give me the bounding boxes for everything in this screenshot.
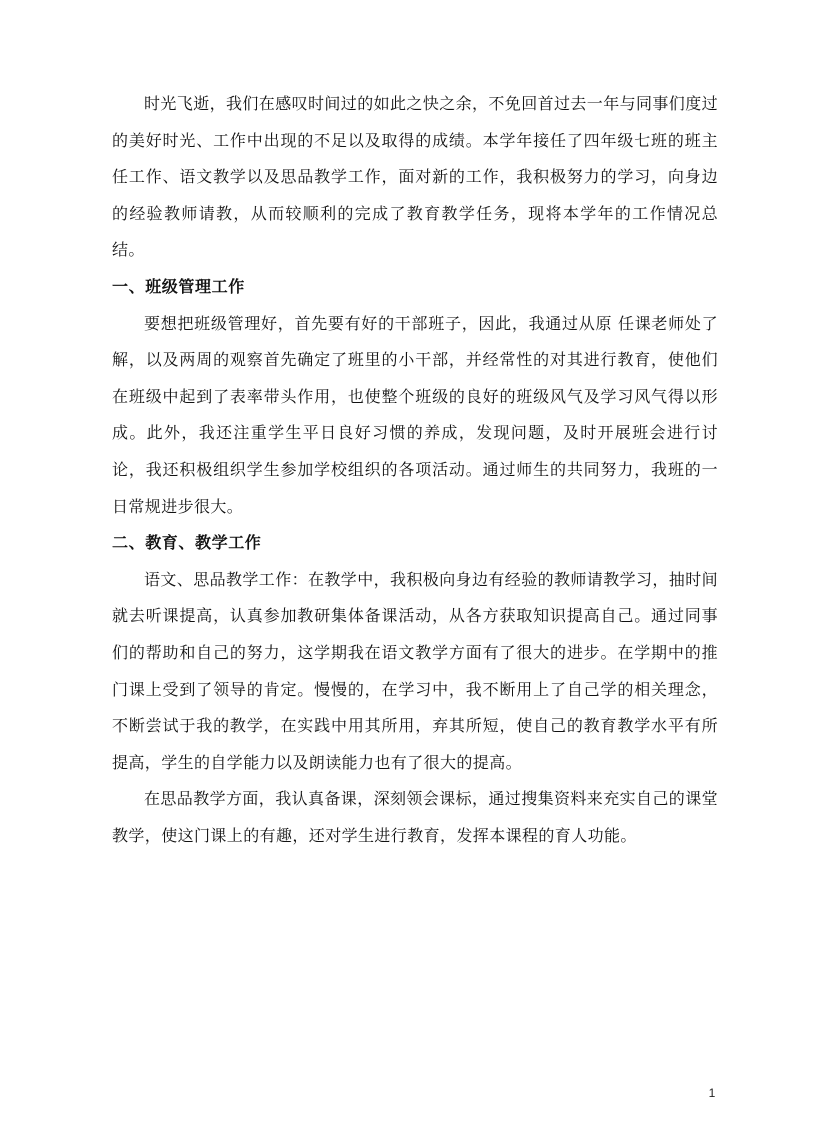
section-heading-class-management: 一、班级管理工作 <box>112 276 245 296</box>
page-number: 1 <box>708 1086 716 1100</box>
section-heading-teaching: 二、教育、教学工作 <box>112 533 262 553</box>
moral-education-paragraph: 在思品教学方面，我认真备课，深刻领会课标，通过搜集资料来充实自己的课堂教学，使这门课上的有趣，还对学生进行教育，发挥本课程的育人功能。 <box>112 789 719 845</box>
class-management-paragraph: 要想把班级管理好，首先要有好的干部班子，因此，我通过从原 任课老师处了解，以及两周的观察首先确定了班里的小干部，并经常性的对其进行教育，使他们在班级中起到了表率带头作用，也使整个班级的良好的班级风气及学习风气得以形成。此外，我还注重学生平日良好习惯的养成，发现问题，及时开展班会进行讨论，我还积极组织学生参加学校组织的各项活动。通过师生的共同努力，我班的一日常规进步很大。 <box>112 313 718 516</box>
intro-paragraph: 时光飞逝，我们在感叹时间过的如此之快之余，不免回首过去一年与同事们度过的美好时光、工作中出现的不足以及取得的成绩。本学年接任了四年级七班的班主任工作、语文教学以及思品教学工作，面对新的工作，我积极努力的学习，向身边的经验教师请教，从而较顺利的完成了教育教学任务，现将本学年的工作情况总结。 <box>112 94 719 260</box>
teaching-paragraph: 语文、思品教学工作：在教学中，我积极向身边有经验的教师请教学习，抽时间就去听课提高，认真参加教研集体备课活动，从各方获取知识提高自己。通过同事们的帮助和自己的努力，这学期我在语文教学方面有了很大的进步。在学期中的推门课上受到了领导的肯定。慢慢的，在学习中，我不断用上了自己学的相关理念，不断尝试于我的教学，在实践中用其所用，弃其所短，使自己的教育教学水平有所提高，学生的自学能力以及朗读能力也有了很大的提高。 <box>112 569 719 772</box>
document-body <box>112 86 718 854</box>
